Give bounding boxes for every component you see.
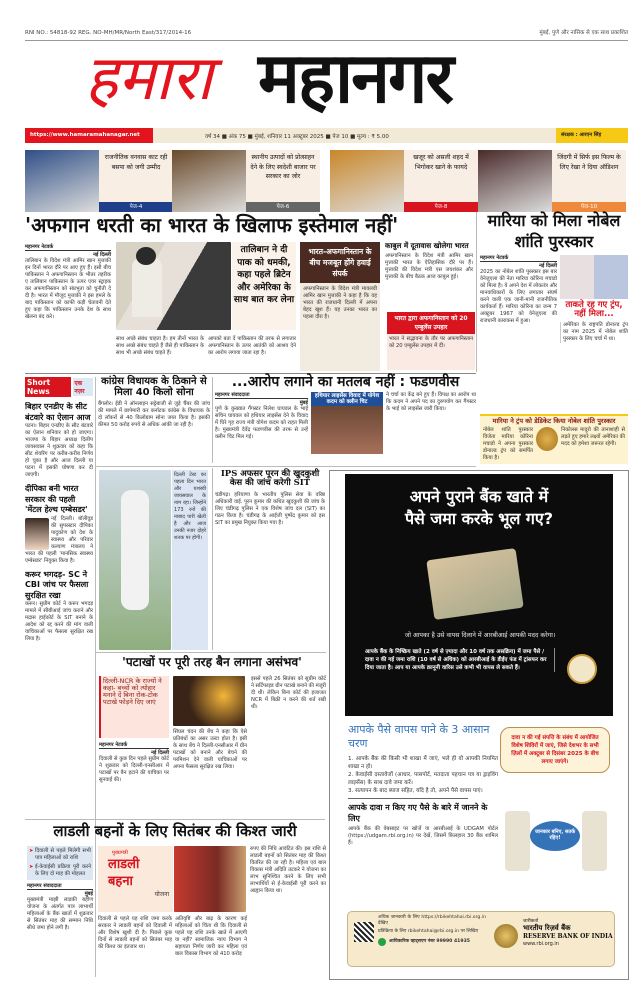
ips-headline: IPS अफसर पूरन की खुदकुशी केस की जांच करेगी SIT — [220, 469, 320, 489]
ladli-bullet: ई-केवाईसी प्रक्रिया पूरी करने के लिए दो माह की मोहलत — [35, 864, 91, 877]
short-news-item — [25, 570, 93, 644]
lead-body-2: साथ अच्छे संबंध चाहता है। हम तीनों भारत के साथ अच्छे संबंध चाहते हैं जैसे ही पाकिस्तान के साथ भी अच्छे संबंध चाहते हैं। — [116, 336, 204, 356]
know-title: आपके दावा न किए गए पैसे के बारे में जानने के लिए — [348, 803, 488, 823]
teaser-text: खजूर को असली शहद में भिगोकर खाने के फायदे — [413, 154, 469, 171]
rni-number: RNI NO.: 54818-92 REG. NO-MH/MR/North East/317/2014-16 — [25, 30, 192, 36]
teaser-text: राजनीतिक वनवास काट रही बसपा को जगी उम्मीद — [104, 154, 168, 171]
air-link-box — [300, 242, 380, 371]
gold-body: बैंगलोर। ईडी ने ऑनलाइन सट्टेबाजी से जुड़े चैंबर की जांच की मामले में छापेमारी कर कर्नाटक कांग्रेस के विधायक के दो लॉकरों से 40 किलोग्राम सोना जब्त किया है। इसकी कीमत 50 करोड़ रुपये से अधिक आंकी जा रही है। — [98, 401, 210, 428]
ambulance-box — [387, 312, 475, 370]
dateline: मुंबई — [84, 891, 93, 897]
ladli-highlights: ➤ दिवाली से पहले मिलेगी सभी पात्र महिलाओं को राशि ➤ ई-केवाईसी प्रक्रिया पूरी करने के लिए दो माह की मोहलत — [27, 846, 93, 880]
ad-tagline: जो आपका है उसे वापस दिलाने में आरबीआई आपकी मदद करेगा। — [404, 632, 556, 639]
ladli-logo — [98, 846, 173, 912]
dedicate-box — [480, 414, 628, 464]
issued-by: जारीकर्ता — [523, 919, 539, 924]
dedicate-title: मारिया ने ट्रंप को डेडिकेट किया नोबेल शांति पुरस्कार — [492, 416, 616, 425]
footer-feedback: प्रतिक्रिया के लिए rbikehtahai@rbi.org.in पर लिखिए — [378, 929, 479, 935]
gold-headline: कांग्रेस विधायक के ठिकाने से मिला 40 किलो सोना — [101, 376, 207, 398]
short-news-item — [25, 484, 93, 565]
logo-black: महानगर — [258, 37, 453, 119]
trump-subhead: ताकते रह गए ट्रंप, नहीं मिला... — [565, 300, 623, 320]
supreme-court-photo — [173, 676, 245, 726]
short-news-title: बिहार एनडीए के सीट बंटवारे का ऐलान आज — [25, 402, 91, 422]
crackers-body-3: इससे पहले 26 सितंबर को सुप्रीम कोर्ट ने सर्टिफाइड ग्रीन पटाखे बनाने की मंजूरी दी थी। लेकिन बिना कोर्ट की इजाजत NCR में बिक्री न करने की शर्त रखी थी। — [251, 676, 327, 710]
whatsapp-number: आधिकारिक व्हाट्सएप नंबर 99990 41935 — [389, 938, 470, 944]
teaser-text: स्थानीय उत्पादों को प्रोत्साहन देने के लिए स्वदेशी बाजार पर सरकार का जोर — [250, 154, 316, 180]
rbi-name-en: RESERVE BANK OF INDIA — [523, 932, 613, 940]
mascot-banner: जानकार बनिए, सतर्क रहिए! — [530, 821, 580, 851]
rbi-advertisement — [329, 470, 629, 980]
trump-body: अमेरिका के राष्ट्रपति डोनाल्ड ट्रंप का नाम 2025 में नोबेल शांति पुरस्कार के लिए चर्चा में था। — [560, 322, 628, 343]
byline: महानगर नेटवर्क — [99, 742, 169, 749]
short-news-badge: एक नज़र — [73, 378, 93, 396]
cash-image — [426, 548, 523, 620]
kabul-title: काबुल में दूतावास खोलेगा भारत — [385, 241, 469, 250]
kabul-body: अफगानिस्तान के विदेश मंत्री आमिर खान मुत्ताकी भारत के ऐतिहासिक दौरे पर हैं। मुत्ताकी की विदेश मंत्री एस जयशंकर और मुत्ताकी के बीच बैठक आज काबुल हुई। — [385, 252, 473, 280]
deepika-photo — [25, 518, 49, 550]
crackers-body: दिवाली से कुछ दिन पहले सुप्रीम कोर्ट ने शुक्रवार को दिल्ली-एनसीआर में पटाखों पर बैन हटाने की याचिका पर सुनवाई की। — [99, 756, 169, 783]
cricket-photo — [99, 470, 171, 650]
ladli-bullet: दिवाली से पहले मिलेगी सभी पात्र महिलाओं को राशि — [35, 848, 91, 861]
lead-headline: 'अफगान धरती का भारत के खिलाफ इस्तेमाल नहीं' — [25, 213, 399, 237]
ambulance-body: भारत ने सद्भावना के तौर पर अफगानिस्तान को 20 एम्बुलेंस उपहार में दीं। — [389, 336, 473, 349]
nobel-headline: मारिया को मिला नोबेल शांति पुरस्कार — [487, 211, 621, 251]
ips-body: चंडीगढ़। हरियाणा के भारतीय पुलिस सेवा के वरिष्ठ अधिकारी वाई. पूरन कुमार की कथित खुदकुशी की जांच के लिए चंडीगढ़ पुलिस ने एक विशेष जांच दल (SIT) का गठन किया है। चंडीगढ़ के आईजी पुष्पेंद्र कुमार को इस SIT का प्रमुख नियुक्त किया गया है। — [215, 491, 325, 526]
short-news-title: दीपिका बनी भारत सरकार की पहली 'मेंटल हेल्थ एम्बेसडर' — [25, 484, 88, 514]
teaser-image — [330, 150, 404, 212]
teaser-page-label: पेज-4 — [99, 202, 173, 212]
patron: संरक्षक : आरएन सिंह — [556, 128, 628, 143]
lead-photo-caption: तालिबान ने दी पाक को धमकी, कहा पहले ब्रिटेन और अमेरिका के साथ बात कर लेना — [232, 242, 296, 330]
lead-body: तालिबान के विदेश मंत्री आमिर खान मुत्ताकी इन दिनों भारत दौरे पर आए हुए हैं। इसी बीच पाकिस्तान ने अफगानिस्तान के भीतर तहरीक ए तालिबान पाकिस्तान के ऊपर एयर स्ट्राइक कर अफगानिस्तान को संप्रभुता को चुनौती दे दी है। भारत में मौजूद मुत्ताकी ने इस हमले के बाद पाकिस्तान को काफी कड़ी चेतावनी देते हुए कहा कि पाकिस्तान उनके देश के साथ खेलना बंद करे। — [25, 258, 111, 320]
qr-code-icon[interactable] — [354, 922, 374, 942]
teaser-4[interactable] — [478, 150, 626, 212]
speech-bubble: दावा न की गई संपत्ति के संबंध में आयोजित विशेष शिविरों में जाएं, जिसे देशभर के सभी ज़िलों में अक्टूबर से दिसंबर 2025 के बीच लगाए जाएंगे। — [500, 727, 610, 773]
ad-footer — [347, 911, 615, 967]
fadnavis-photo-caption: हथियार लाइसेंस विवाद में योगेश कदम को क्लीन चिट — [311, 392, 383, 406]
dateline: नई दिल्ली — [539, 263, 557, 269]
teaser-3[interactable] — [330, 150, 478, 212]
byline: महानगर संवाददाता — [215, 392, 308, 399]
ad-title-2: पैसे जमा करके भूल गए? — [404, 509, 554, 528]
crackers-quote: दिल्ली-NCR के राज्यों ने कहा- बच्चों को त्योहार मनाने दें बिना रोक-टोक पटाखे फोड़ने दिए जाएं — [99, 676, 169, 738]
byline: महानगर संवाददाता — [27, 883, 93, 890]
ladli-photo — [174, 846, 246, 912]
dedicate-body: नोबेल शांति पुरस्कार विजेता मारिया कोरिना मचाडो ने अपना पुरस्कार डोनाल्ड ट्रंप को समर्पित किया है। — [483, 427, 533, 461]
logo-text: मुख्यमंत्री — [112, 850, 128, 856]
short-news-item — [25, 402, 93, 479]
short-news-title: करूर भगदड़- SC ने CBI जांच पर फैसला सुरक्षित रखा — [25, 569, 89, 600]
ad-title-1: अपने पुराने बैंक खाते में — [409, 487, 549, 506]
whatsapp-icon — [378, 938, 386, 946]
dateline: नई दिल्ली — [151, 750, 169, 756]
lead-photo — [116, 242, 231, 330]
step-item: 1. आपके बैंक की किसी भी शाखा में जाएं, भले ही वो आपकी नियमित शाखा न हो। — [348, 756, 498, 770]
short-news-body: पटना। बिहार एनडीए के सीट बंटवारे का ऐलान शनिवार को हो जाएगा। भाजपा के बिहार अध्यक्ष दिलीप जायसवाल ने शुक्रवार को कहा कि सीट शेयरिंग पर करीब-करीब निर्णय हो चुका है और आज दिल्ली या पटना में इसकी घोषणा कर दी जाएगी। — [25, 423, 93, 478]
fadnavis-section — [215, 375, 476, 454]
teaser-page-label: पेज-8 — [404, 202, 478, 212]
ad-info: आपके बैंक के निष्क्रिय खाते (2 वर्ष से ज़्यादा और 10 वर्ष तक असक्रिय) में जमा पैसे / दावा न की गई जमा राशि (10 वर्ष से अधिक) को आरबीआई के डीईए फंड में ट्रांसफर कर दिया जाता है। आप या आपके क़ानूनी वारिस उसे कभी भी वापस ले सकते हैं। — [365, 648, 555, 672]
nobel-photo — [560, 255, 628, 299]
dateline: नई दिल्ली — [93, 252, 111, 258]
website-link[interactable]: https://www.hamaramahanagar.net — [25, 128, 153, 143]
logo-red: हमारा — [85, 41, 213, 114]
step-item: 3. सत्यापन के बाद ब्याज सहित, यदि है तो, अपने पैसे वापस पाएं। — [348, 788, 483, 794]
teaser-2[interactable] — [172, 150, 320, 212]
rbi-name-hi: भारतीय रिज़र्व बैंक — [523, 924, 571, 932]
step-item: 2. केवाईसी दस्तावेजों (आधार, पासपोर्ट, मतदाता पहचान पत्र या ड्राइविंग लाइसेंस) के साथ दावे जमा करें। — [348, 772, 498, 786]
teaser-1[interactable] — [25, 150, 173, 212]
ambulance-title: भारत द्वारा अफगानिस्तान को 20 एम्बुलेंस उपहार — [387, 312, 475, 334]
ladli-body-2: दिवाली से पहले यह राशि जमा करके सरकार ने लाडली बहनों को दिवाली में और विशेष खुशी दी है। पिछले कुछ दिनों से लाडली बहनों को सितंबर माह की किश्त का इंतजार था। — [98, 916, 172, 950]
teaser-image — [25, 150, 99, 212]
logo-text: लाडली बहना — [108, 857, 140, 889]
ladli-headline: लाडली बहनों के लिए सितंबर की किश्त जारी — [53, 822, 297, 840]
teaser-text: जिंदगी में सिर्फ इस फिल्म के लिए रेखा ने दिया ऑडिशन — [557, 154, 621, 171]
short-news-body: करूर। सुप्रीम कोर्ट ने करूर भगदड़ मामले में सीबीआई जांच कराने और मद्रास हाईकोर्ट के SIT बनाने के आदेश को रद्द करने की मांग वाली याचिकाओं पर फैसला सुरक्षित रख लिया है। — [25, 601, 93, 642]
know-body: आपके बैंक की वेबसाइट पर खोजें या आरबीआई के UDGAM पोर्टल (https://udgam.rbi.org.in) पर देखें, जिसमें फ़िलहाल 30 बैंक शामिल हैं। — [348, 826, 498, 846]
crackers-headline: 'पटाखों पर पूरी तरह बैन लगाना असंभव' — [122, 655, 302, 669]
crackers-body-2: सिंघल चंदन की बेंच ने कहा कि ऐसे प्रतिबंधों का असर उल्टा होता है। इसी के साथ बेंच ने दिल्ली-एनसीआर में ग्रीन पटाखों को बनाने और बेचने की परमिशन देने वाली याचिकाओं पर अपना फैसला सुरक्षित रख लिया। — [173, 729, 247, 770]
cricket-caption: दिल्ली टेस्ट का पहला दिन भारत और यशस्वी जायसवाल के नाम रहा। जिन्होंने 173 रनों की नाबाद पारी खेली है और आज उनकी नजर दोहरे शतक पर होगी। — [172, 470, 208, 650]
ladli-body-4: रुपए की निधि आवंटित की। इस राशि से लाडली बहनों को सितंबर माह की किश्त वितरित की जा रही है। महिला एवं बाल विकास मंत्री अदिति तटकरे ने योजना का लाभ सुनिश्चित करने के लिए सभी लाभार्थियों से ई-केवाईसी पूरी करने का आह्वान किया था। — [250, 846, 326, 894]
fadnavis-photo — [311, 392, 383, 454]
mascot-right — [582, 811, 607, 871]
nobel-medal-icon — [536, 427, 558, 451]
byline: महानगर नेटवर्क — [480, 255, 557, 262]
teaser-page-label: पेज-10 — [552, 202, 626, 212]
teaser-page-label: पेज-6 — [246, 202, 320, 212]
mascot-left — [505, 811, 530, 871]
rbi-seal-icon — [567, 654, 597, 684]
footer-more-info: अधिक जानकारी के लिए https://rbikehtahai.rbi.org.in देखिए — [378, 915, 486, 927]
fadnavis-body: पुणे के कुख्यात गैंगस्टर निलेश घायवल के भाई सचिन घायवल को हथियार लाइसेंस देने के विवाद में घिरे गृह राज्य मंत्री योगेश कदम को राहत मिली है। मुख्यमंत्री देवेंद्र फडणवीस की तरफ से उन्हें क्लीन चिट मिल गई। — [215, 406, 308, 441]
ladli-left-column — [27, 846, 93, 932]
air-link-body: अफगानिस्तान के विदेश मंत्री मावलवी आमिर खान मुत्ताकी ने कहा है कि वह भारत की राजधानी दिल्ली में अपना बेहद खुश हैं। यह उनका भारत का पहला दौरा है। — [303, 286, 377, 320]
dedicate-body-2: निकोलस मादुरो की तानाशाही से लड़ते हुए हमारे लक्ष्यों अमेरिका की मदद को हमेशा जरूरत रहेगी। — [561, 427, 625, 447]
air-link-title: भारत-अफगानिस्तान के बीच मजबूत होंगे हवाई संपर्क — [300, 242, 380, 283]
logo-text: योजना — [154, 891, 169, 898]
byline: महानगर नेटवर्क — [25, 244, 111, 251]
dateline: मुंबई — [299, 400, 308, 407]
nobel-body: 2025 का नोबेल शांति पुरस्कार इस बार वेनेजुएला की नेता मारिया कोरिना मचाडो को मिला है। ये अपने देश में लोकतंत्र और मानवाधिकारों के लिए लगातार संघर्ष करने वाली एक जानी-मानी राजनीतिक कार्यकर्ता हैं। मारिया कोरिना का जन्म 7 अक्टूबर 1967 को वेनेजुएला की राजधानी काराकस में हुआ। — [480, 269, 557, 324]
fadnavis-body-2: ने चर्चा का केंद्र बने हुए हैं। विपक्ष का आरोप था कि कदम ने अपने पद का दुरुपयोग कर गैंगस्टर के भाई को लाइसेंस जारी किया। — [386, 392, 476, 413]
edition-info: वर्ष 34 ■ अंक 75 ■ मुंबई, शनिवार 11 अक्टूबर 2025 ■ पेज 10 ■ मूल्य : ₹ 5.00 — [205, 134, 389, 140]
teaser-image — [172, 150, 246, 212]
ad-black-panel — [345, 474, 613, 716]
steps-title: आपके पैसे वापस पाने के 3 आसान चरण — [348, 723, 490, 750]
ladli-body: मुख्यमंत्री माझी लाडकी बहीण योजना के अंतर्गत पात्र लाभार्थी महिलाओं के बैंक खातों में शुक्रवार से सितंबर माह की सम्मान निधि सीधे जमा होने लगी है। — [27, 897, 93, 931]
lead-body-3: आपको बता दें पाकिस्तान की तरफ से लगातार अफगानिस्तान के ऊपर आतंकी को आश्रय देने का आरोप लगाया जाता रहा है। — [208, 336, 296, 356]
short-news-body: नई दिल्ली। बॉलीवुड की सुपरस्टार दीपिका पादुकोण को देश के स्वास्थ्य और परिवार कल्याण मंत्रालय ने भारत की पहली 'मानसिक स्वास्थ्य एम्बेसडर' नियुक्त किया है। — [25, 515, 93, 564]
rbi-url: www.rbi.org.in — [523, 941, 559, 948]
short-news-label: Short News — [25, 377, 71, 397]
fadnavis-headline: ...आरोप लगाने का मतलब नहीं : फडणवीस — [231, 374, 460, 390]
nobel-section — [480, 210, 628, 464]
tagline: मुंबई, पुणे और नासिक से एक साथ प्रकाशित — [539, 30, 628, 36]
rbi-logo-icon — [494, 924, 518, 948]
teaser-image — [478, 150, 552, 212]
ladli-body-3: अतिवृष्टि और बाढ़ के कारण कई महिलाओं को चिंता थी कि दिवाली से पहले यह राशि उनके खाते में आएगी या नहीं? सामाजिक न्याय विभाग ने सहायता निर्णय जारी कर महिला एवं बाल विकास विभाग को 410 करोड़ — [175, 916, 247, 957]
